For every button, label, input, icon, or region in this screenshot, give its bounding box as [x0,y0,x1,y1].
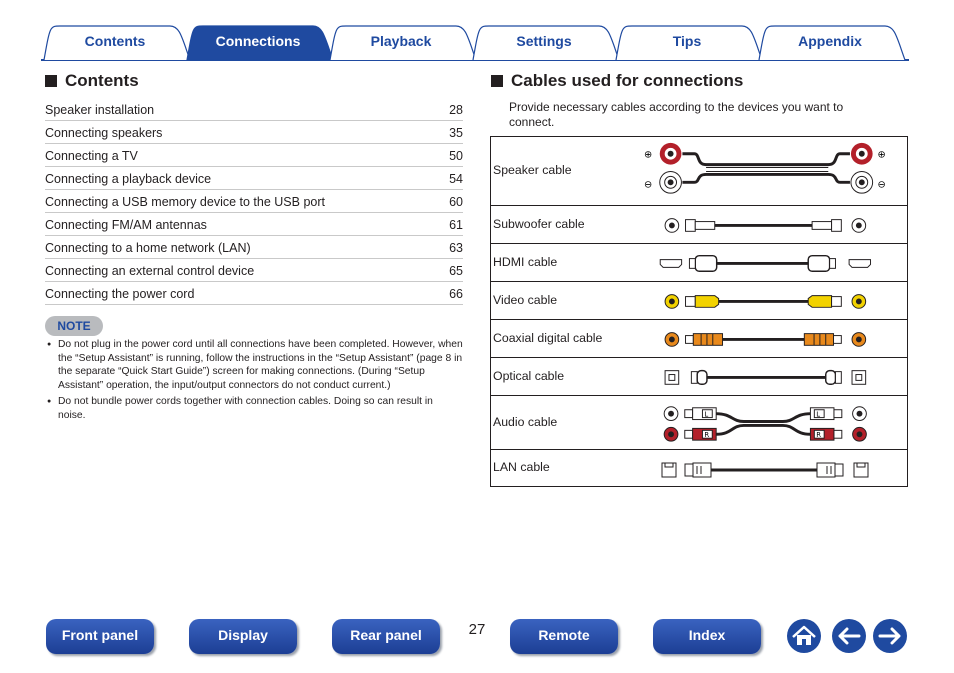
cable-name: Speaker cable [493,163,572,177]
front-panel-button[interactable]: Front panel [46,619,154,654]
toc-row[interactable] [45,282,463,305]
cable-row-coaxial [491,320,907,358]
lan-cable-icon [651,450,907,486]
top-tab-bar [0,0,954,64]
toc-row[interactable] [45,121,463,144]
contents-heading-text: Contents [65,71,139,90]
display-button[interactable]: Display [189,619,297,654]
note-text: Do not bundle power cords together with connection cables. Doing so can result in noise. [58,396,433,421]
toc-page[interactable]: 50 [449,148,463,163]
note-list [47,338,463,425]
tab-playback[interactable]: Playback [370,33,432,49]
coaxial-cable-icon [651,320,907,357]
cable-name: Video cable [493,293,558,307]
bullet-icon: ● [47,398,52,405]
cable-row-lan [491,450,907,486]
toc-label[interactable]: Connecting a playback device [45,171,212,186]
cable-row-optical [491,358,907,396]
toc-row[interactable] [45,98,463,121]
toc-label[interactable]: Connecting a TV [45,148,138,163]
toc-label[interactable]: Connecting an external control device [45,263,255,278]
toc-row[interactable] [45,259,463,282]
toc-page[interactable]: 65 [449,263,463,278]
toc-row[interactable] [45,236,463,259]
cable-row-video [491,282,907,320]
svg-text:⊖: ⊖ [643,179,653,191]
toc-label[interactable]: Connecting to a home network (LAN) [45,240,251,255]
svg-text:⊕: ⊕ [643,149,653,161]
heading-square-icon [491,75,503,87]
toc-page[interactable]: 66 [449,286,463,301]
left-mark: L [816,410,821,419]
toc-label[interactable]: Connecting the power cord [45,286,195,301]
toc-label[interactable]: Speaker installation [45,102,155,117]
left-mark: L [704,410,709,419]
toc-row[interactable] [45,190,463,213]
contents-list [45,98,463,305]
optical-cable-icon [651,358,907,395]
remote-button[interactable]: Remote [510,619,618,654]
toc-row[interactable] [45,167,463,190]
cable-name: Audio cable [493,415,558,429]
note-badge: NOTE [45,316,103,336]
note-item [47,338,463,392]
cable-name: HDMI cable [493,255,558,269]
home-icon[interactable] [786,618,822,654]
back-arrow-icon[interactable] [831,618,867,654]
tab-connections[interactable]: Connections [215,33,301,49]
video-cable-icon [651,282,907,319]
svg-text:⊖: ⊖ [877,179,886,191]
contents-heading [45,71,139,91]
forward-arrow-icon[interactable] [872,618,908,654]
note-item [47,395,463,422]
note-text: Do not plug in the power cord until all connections have been completed. However, when the “Setup Assistant” is running, follow the instructions in the “Setup Assistant” (page 8 in the separate “Quick Start Guide”) screen for making connections. (During “Setup Assistant” operation, the input/output connectors do not conduct current.) [58,339,463,391]
page-number: 27 [468,621,486,638]
toc-page[interactable]: 60 [449,194,463,209]
cables-description: Provide necessary cables according to the devices you want to connect. [509,100,844,129]
tab-appendix[interactable]: Appendix [798,33,862,49]
right-mark: R [704,431,710,440]
toc-label[interactable]: Connecting a USB memory device to the USB port [45,194,325,209]
cable-name: LAN cable [493,460,550,474]
hdmi-cable-icon [651,244,907,281]
audio-cable-icon [651,396,907,449]
tab-settings[interactable]: Settings [516,33,572,49]
cable-row-speaker [491,137,907,206]
cables-heading [491,71,743,91]
toc-page[interactable]: 54 [449,171,463,186]
cables-heading-text: Cables used for connections [511,71,744,90]
cable-name: Subwoofer cable [493,217,585,231]
toc-page[interactable]: 28 [449,102,463,117]
subwoofer-cable-icon [651,206,907,243]
toc-page[interactable]: 35 [449,125,463,140]
tab-shapes [0,0,954,64]
toc-page[interactable]: 63 [449,240,463,255]
toc-page[interactable]: 61 [449,217,463,232]
rear-panel-button[interactable]: Rear panel [332,619,440,654]
toc-row[interactable] [45,213,463,236]
cable-table [490,136,908,487]
tab-tips[interactable]: Tips [672,33,702,49]
right-mark: R [816,431,822,440]
cable-row-subwoofer [491,206,907,244]
cable-name: Coaxial digital cable [493,331,603,345]
cable-row-audio [491,396,907,450]
tab-contents[interactable]: Contents [84,33,146,49]
bullet-icon: ● [47,341,52,348]
index-button[interactable]: Index [653,619,761,654]
cable-name: Optical cable [493,369,565,383]
heading-square-icon [45,75,57,87]
toc-label[interactable]: Connecting speakers [45,125,163,140]
toc-label[interactable]: Connecting FM/AM antennas [45,217,207,232]
svg-text:⊕: ⊕ [877,149,886,161]
speaker-cable-icon [643,137,907,205]
toc-row[interactable] [45,144,463,167]
cable-row-hdmi [491,244,907,282]
